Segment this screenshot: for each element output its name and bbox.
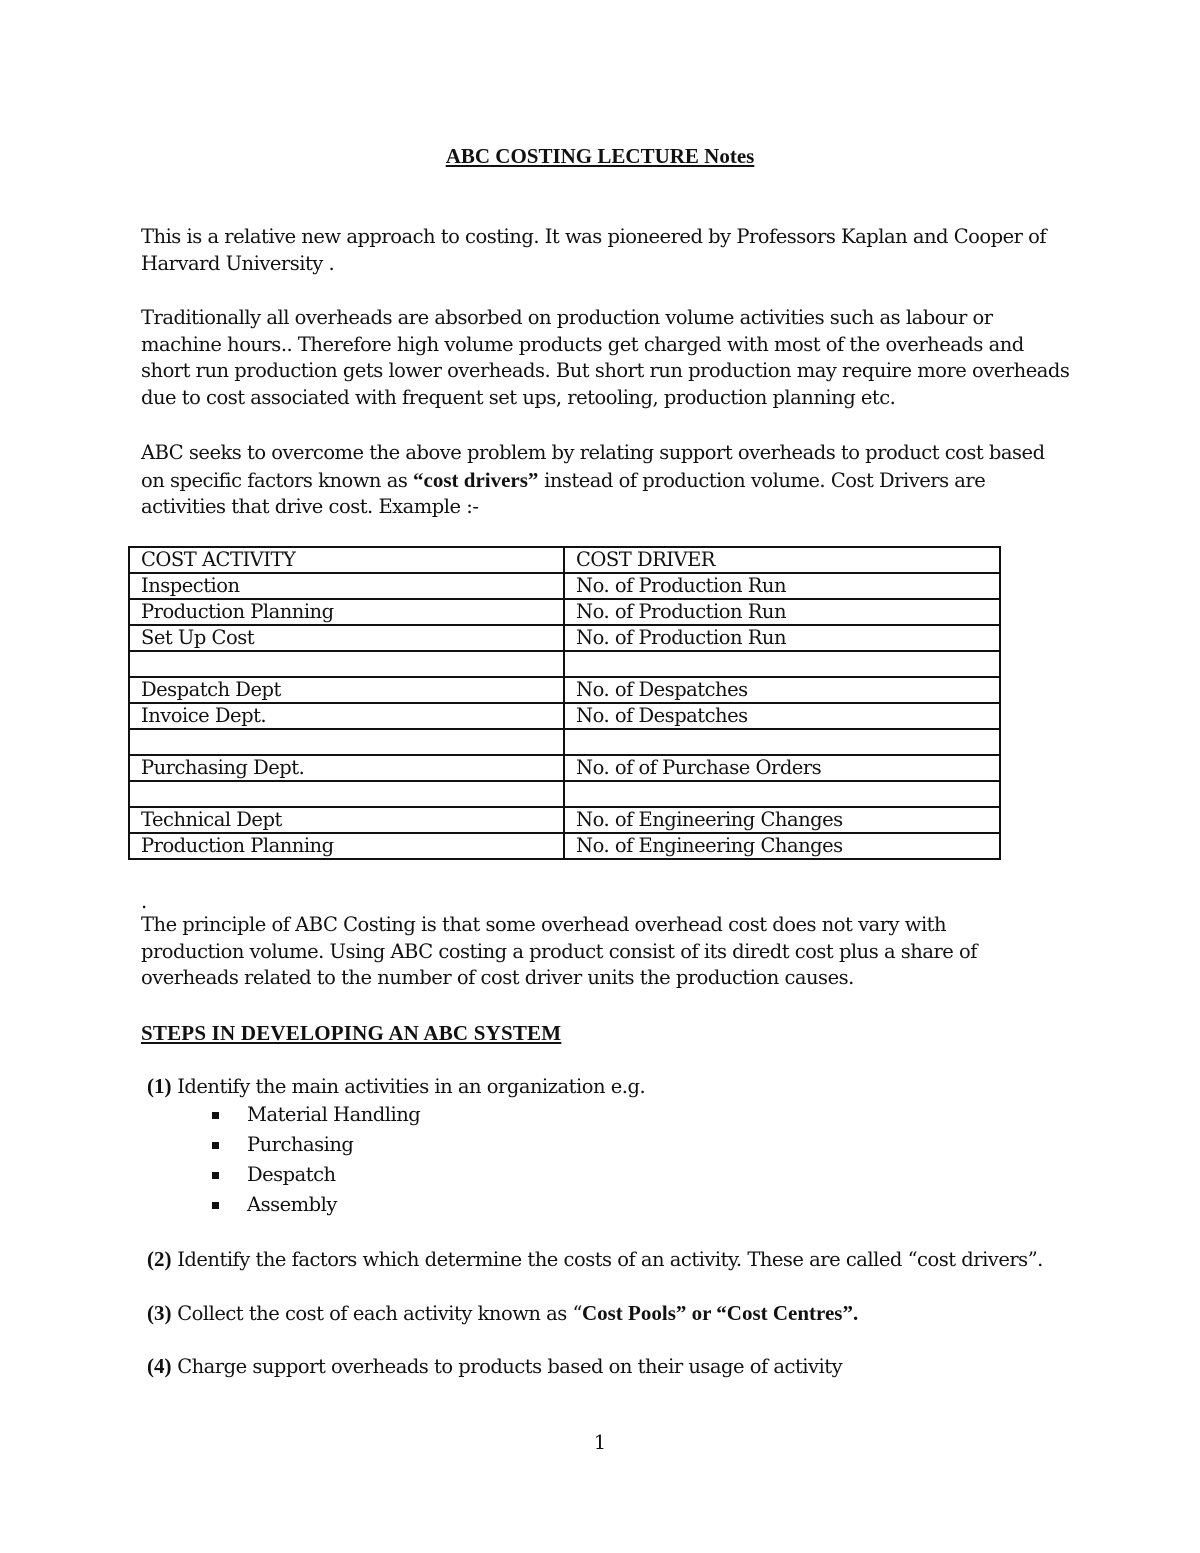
cost-driver-cell: No. of Engineering Changes	[564, 807, 1000, 833]
square-bullet-icon	[212, 1202, 219, 1209]
list-item	[212, 1190, 420, 1220]
cost-activity-cell	[129, 651, 564, 677]
cost-pools-emphasis: Cost Pools” or “Cost Centres”.	[581, 1301, 859, 1325]
cost-activity-cell: Inspection	[129, 573, 564, 599]
stray-period: .	[141, 890, 148, 913]
table-header-row	[129, 547, 1000, 573]
cost-driver-cell: No. of of Purchase Orders	[564, 755, 1000, 781]
table-row	[129, 755, 1000, 781]
step-number: (1)	[147, 1074, 172, 1098]
traditional-paragraph	[141, 305, 1071, 412]
step-1	[147, 1074, 645, 1099]
table-row	[129, 807, 1000, 833]
list-item-label: Material Handling	[247, 1103, 421, 1126]
step-2	[147, 1247, 1043, 1272]
cost-activity-cell: Production Planning	[129, 833, 564, 859]
table-header-cell: COST DRIVER	[564, 547, 1000, 573]
table-header-cell: COST ACTIVITY	[129, 547, 564, 573]
table-row	[129, 677, 1000, 703]
cost-driver-cell	[564, 651, 1000, 677]
step-4	[147, 1354, 842, 1379]
step-3	[147, 1301, 858, 1326]
cost-driver-cell: No. of Production Run	[564, 625, 1000, 651]
step-text: Charge support overheads to products based on their usage of activity	[171, 1355, 843, 1378]
abc-seeks-line	[141, 467, 1071, 495]
step-text: Identify the main activities in an organization e.g.	[171, 1075, 646, 1098]
table-row	[129, 833, 1000, 859]
traditional-line: due to cost associated with frequent set ups, retooling, production planning etc.	[141, 386, 896, 410]
activity-bullet-list	[212, 1100, 420, 1220]
abc-seeks-line: ABC seeks to overcome the above problem by relating support overheads to product cost based	[141, 441, 1045, 464]
cost-driver-cell: No. of Production Run	[564, 599, 1000, 625]
table-row	[129, 729, 1000, 755]
table-body	[129, 547, 1000, 859]
page-title: ABC COSTING LECTURE Notes	[445, 144, 755, 168]
cost-activity-cell	[129, 729, 564, 755]
cost-drivers-emphasis: “cost drivers”	[413, 467, 539, 492]
step-text: Collect the cost of each activity known as “	[171, 1302, 582, 1325]
step-number: (2)	[147, 1247, 172, 1271]
cost-driver-cell: No. of Production Run	[564, 573, 1000, 599]
table-row	[129, 599, 1000, 625]
step-text: Identify the factors which determine the costs of an activity. These are called “cost drivers”.	[171, 1248, 1043, 1271]
square-bullet-icon	[212, 1172, 219, 1179]
principle-line: production volume. Using ABC costing a product consist of its diredt cost plus a share of	[141, 939, 977, 963]
cost-driver-cell	[564, 781, 1000, 807]
cost-driver-cell: No. of Engineering Changes	[564, 833, 1000, 859]
principle-line: overheads related to the number of cost driver units the production causes.	[141, 966, 854, 990]
traditional-line: machine hours.. Therefore high volume products get charged with most of the overheads and	[141, 332, 1024, 356]
abc-seeks-paragraph	[141, 440, 1071, 521]
list-item	[212, 1160, 420, 1190]
cost-driver-cell	[564, 729, 1000, 755]
text-fragment: on specific factors known as	[141, 468, 414, 492]
text-fragment: instead of production volume. Cost Drivers are	[538, 468, 986, 492]
cost-activity-cell: Set Up Cost	[129, 625, 564, 651]
intro-line: This is a relative new approach to costing. It was pioneered by Professors Kaplan and Cooper of	[141, 225, 1047, 248]
table-row	[129, 651, 1000, 677]
traditional-line: Traditionally all overheads are absorbed on production volume activities such as labour or	[141, 306, 993, 329]
traditional-line: short run production gets lower overheads. But short run production may require more overheads	[141, 359, 1070, 383]
list-item-label: Despatch	[247, 1163, 336, 1186]
cost-activity-cell: Despatch Dept	[129, 677, 564, 703]
square-bullet-icon	[212, 1112, 219, 1119]
table-row	[129, 703, 1000, 729]
cost-driver-cell: No. of Despatches	[564, 703, 1000, 729]
cost-activity-cell	[129, 781, 564, 807]
cost-activity-cell: Purchasing Dept.	[129, 755, 564, 781]
step-number: (3)	[147, 1301, 172, 1325]
list-item-label: Assembly	[247, 1193, 337, 1216]
intro-paragraph	[141, 224, 1071, 277]
principle-line: The principle of ABC Costing is that some overhead overhead cost does not vary with	[141, 913, 947, 936]
page-number: 1	[593, 1431, 607, 1454]
list-item	[212, 1100, 420, 1130]
cost-activity-cell: Technical Dept	[129, 807, 564, 833]
list-item	[212, 1130, 420, 1160]
cost-activity-cell: Invoice Dept.	[129, 703, 564, 729]
step-number: (4)	[147, 1354, 172, 1378]
square-bullet-icon	[212, 1142, 219, 1149]
cost-driver-table	[128, 546, 1001, 860]
principle-paragraph	[141, 912, 1071, 992]
table-row	[129, 625, 1000, 651]
steps-heading: STEPS IN DEVELOPING AN ABC SYSTEM	[141, 1021, 562, 1045]
cost-activity-cell: Production Planning	[129, 599, 564, 625]
table-row	[129, 573, 1000, 599]
cost-driver-cell: No. of Despatches	[564, 677, 1000, 703]
abc-seeks-line: activities that drive cost. Example :-	[141, 495, 479, 519]
intro-line: Harvard University .	[141, 251, 335, 275]
list-item-label: Purchasing	[247, 1133, 354, 1156]
table-row	[129, 781, 1000, 807]
